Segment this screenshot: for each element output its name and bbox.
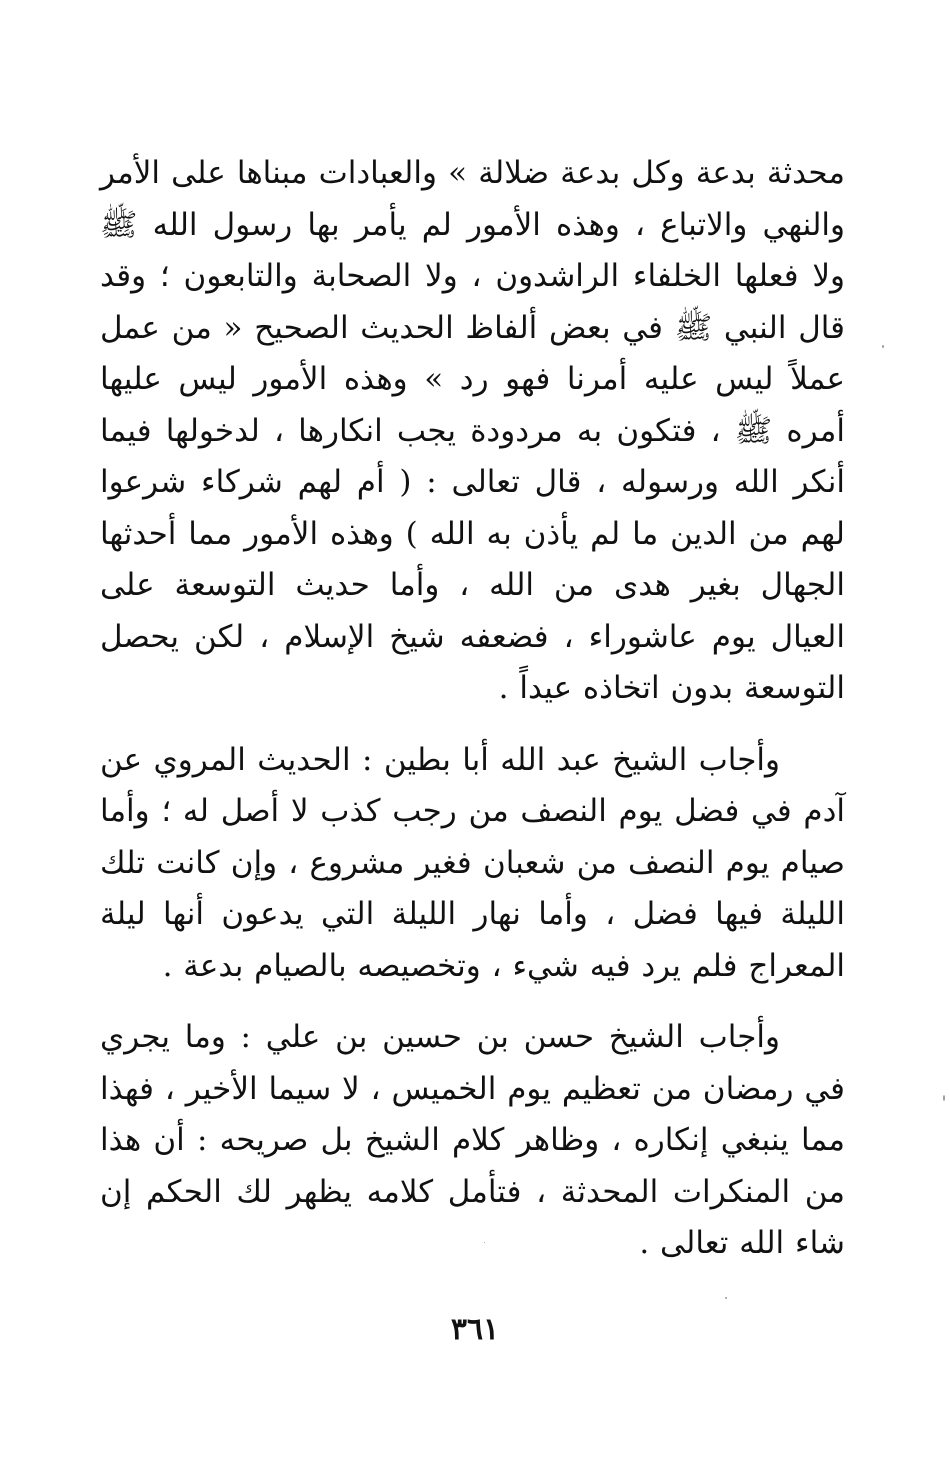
body-text bbox=[100, 148, 845, 1270]
paragraph-1: محدثة بدعة وكل بدعة ضلالة » والعبادات مبناها على الأمر والنهي والاتباع ، وهذه الأمور لم يأمر بها رسول الله ﷺ ولا فعلها الخلفاء الراشدون ، ولا الصحابة والتابعون ؛ وقد قال النبي ﷺ في بعض ألفاظ الحديث الصحيح « من عمل عملاً ليس عليه أمرنا فهو رد » وهذه الأمور ليس عليها أمره ﷺ ، فتكون به مردودة يجب انكارها ، لدخولها فيما أنكر الله ورسوله ، قال تعالى : ( أم لهم شركاء شرعوا لهم من الدين ما لم يأذن به الله ) وهذه الأمور مما أحدثها الجهال بغير هدى من الله ، وأما حديث التوسعة على العيال يوم عاشوراء ، فضعفه شيخ الإسلام ، لكن يحصل التوسعة بدون اتخاذه عيداً . bbox=[100, 155, 845, 706]
scan-speck bbox=[484, 1242, 485, 1243]
page-number: ٣٦١ bbox=[450, 1312, 500, 1347]
scan-speck bbox=[943, 1095, 945, 1101]
paragraph-2: وأجاب الشيخ عبد الله أبا بطين : الحديث المروي عن آدم في فضل يوم النصف من رجب كذب لا أصل له ؛ وأما صيام يوم النصف من شعبان فغير مشروع ، وإن كانت تلك الليلة فيها فضل ، وأما نهار الليلة التي يدعون أنها ليلة المعراج فلم يرد فيه شيء ، وتخصيصه بالصيام بدعة . bbox=[100, 741, 845, 984]
paragraph-3: وأجاب الشيخ حسن بن حسين بن علي : وما يجري في رمضان من تعظيم يوم الخميس ، لا سيما الأخير ، فهذا مما ينبغي إنكاره ، وظاهر كلام الشيخ بل صريحه : أن هذا من المنكرات المحدثة ، فتأمل كلامه يظهر لك الحكم إن شاء الله تعالى . bbox=[100, 1019, 845, 1261]
scan-speck bbox=[882, 345, 884, 348]
scan-speck bbox=[725, 1297, 727, 1299]
